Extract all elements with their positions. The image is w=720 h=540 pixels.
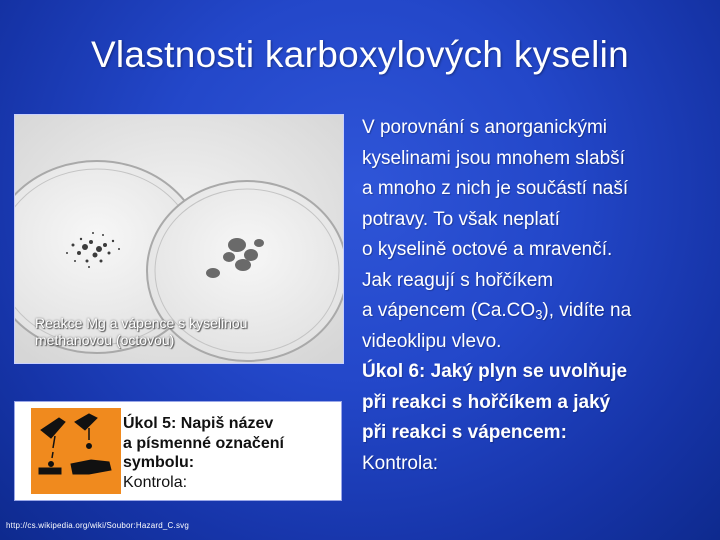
task6-answer-link[interactable]: Kontrola: [362,452,439,474]
task6-line: při reakci s hořčíkem a jaký [362,391,611,413]
task5-answer-link[interactable]: Kontrola: [123,473,188,491]
task5-question-line: symbolu: [123,454,195,471]
task5-question-line: a písmenné označení [123,434,284,452]
body-line: videoklipu vlevo. [362,330,502,352]
task5-box [14,401,342,501]
body-line [362,296,708,327]
video-caption [35,315,335,349]
body-line: Jak reagují s hořčíkem [362,269,554,291]
video-caption-line: methanovou (octovou) [35,332,175,348]
video-caption-line: Reakce Mg a vápence s kyselinou [35,315,248,331]
task5-text [123,414,337,492]
body-line: a mnoho z nich je součástí naší [362,178,629,199]
body-line: o kyselině octové a mravenčí. [362,239,613,260]
body-line: V porovnání s anorganickými [362,117,608,138]
subscript: 3 [535,307,543,322]
body-text [362,113,708,479]
slide-title: Vlastnosti karboxylových kyselin [90,34,630,75]
task5-question-line: Úkol 5: Napiš název [123,415,274,432]
corrosive-hazard-icon [31,408,121,494]
body-line: potravy. To však neplatí [362,208,560,230]
source-url-link[interactable]: http://cs.wikipedia.org/wiki/Soubor:Hazard_C.svg [6,521,190,530]
body-text-fragment: ), vidíte na [542,300,632,321]
task6-line: Úkol 6: Jaký plyn se uvolňuje [362,361,628,382]
task6-line: při reakci s vápencem: [362,422,567,443]
video-still-image[interactable] [14,114,344,364]
body-line: kyselinami jsou mnohem slabší [362,147,625,169]
body-text-fragment: a vápencem (Ca.CO [362,300,536,321]
